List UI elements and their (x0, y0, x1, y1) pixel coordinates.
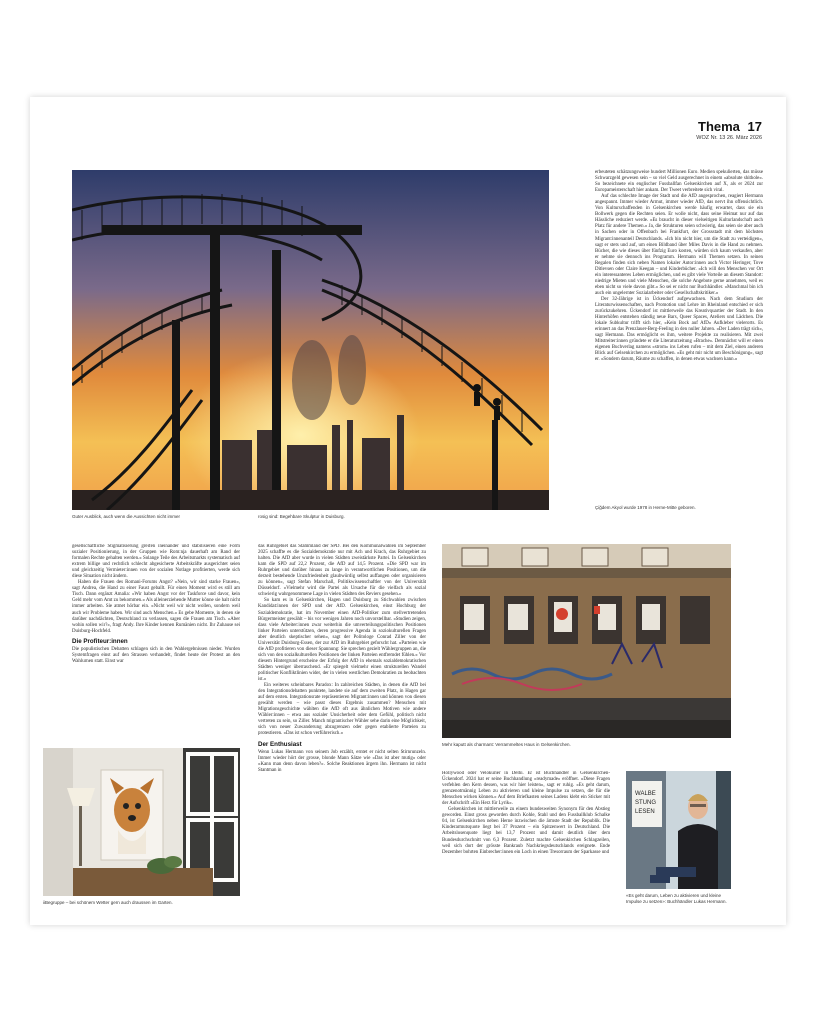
shop-sign-line-2: STUNG (635, 800, 656, 806)
boarded-house-photo (442, 544, 731, 738)
bookseller-photo (626, 771, 731, 889)
house-caption: Mehr kaputt als charmant: Verrammeltes Haus in Gelsenkirchen. (442, 742, 571, 747)
dog-portrait-photo (43, 748, 240, 896)
paragraph: Ein weiteres scheinbares Paradox: In zahlreichen Städten, in denen die AfD bei den Integrationsdebatten punktete, landete sie auf dem zweiten Platz, in Hagen gar auf dem ersten. Integrationsrate repräsentieren Migrant:innen und können von diesen gewählt werden – wie passt dieses Ergebnis zusammen? Menschen mit Migrationsgeschichte wählten die AfD oft aus ähnlichen Motiven wie andere Wähler:innen – etwa aus sozialer Unsicherheit oder dem Gefühl, politisch nicht vertreten zu sein, so Ziller. Manch migrantischer Wähler sehe darin eine Möglichkeit, sich von neuer Zuwanderung abzugrenzen oder gegen etablierte Parteien zu protestieren. «Das ist schon verführerisch.» (258, 683, 426, 737)
paragraph: Der 32-Jährige ist in Ückendorf aufgewachsen. Nach dem Studium der Literaturwissenschaften, nach Promotion und Lehre im Rheinland entschied er sich zurückzukehren. Ückendorf ist mittlerweile das Kreativquartier der Stadt. In den Hinterhöfen entstehen ständig neue Bars, Queer Spaces, Ateliers und Lädchen. Die lokale Subkultur trifft sich hier, «Kein Bock auf AfD» Aufkleber vielerorts. Es erinnert an das Prenzlauer-Berg-Feeling in den nuller Jahren. «Der Laden trägt sich», sagt Hermann. Das ermöglicht es ihm, weitere Projekte zu realisieren. Mit zwei Mitstreiter:innen gründete er die Literaturzeitung «Brache». Demnächst will er einen eigenen Buchverlag namens «strom» ins Leben rufen – mit dem Ziel, einen anderen Blick auf Gelsenkirchen zu ermöglichen. «Es geht mir nicht um Beschönigung», sagt er. «Sondern darum, Räume zu schaffen, in denen etwas wachsen kann.» (595, 296, 763, 363)
paragraph: gesellschaftliche Stigmatisierung greifen ineinander und stabilisieren eine Form sozialer Positionierung, in der Gruppen wie Rom:nja dauerhaft am Rand der formalen Rechte gehalten werden.» Solange Teile des Arbeitsmarkts systematisch auf extrem billige und rechtlich schlecht abgesicherte Arbeitskräfte ausgerichtet seien und gleichzeitig Vermieter:innen von der sozialen Notlage profitierten, werde sich diese Situation nicht ändern. (72, 544, 240, 580)
paragraph: Die populistischen Debatten schlagen sich in den Wahlergebnissen nieder. Wurden Systemfragen einst auf den Strassen verhandelt, findet heute der Protest an den Wahlurnen statt. Einst war (72, 646, 240, 664)
text-column-top-right (595, 170, 763, 364)
paragraph: Hollywood oder Velokurier in Delhi. Er ist Buchhändler in Gelsenkirchen-Ückendorf. 2024 hat er seine Buchhandlung «readymade» eröffnet. «Diese Fragen verfehlen den Kern dessen, was wir hier leisten», sagt er ruhig. «Es geht darum, grenzenotmännig Leben zu aktivieren und kleine Impulse zu setzen, die für die Menschen wirken können.» Auf dem Briefkasten seines Ladens klebt ein Sticker mit der Aufschrift «Ein Herz für Lyrik». (442, 771, 610, 807)
section-name: Thema (698, 119, 740, 134)
shop-sign-line-1: WALBE (635, 791, 656, 797)
page-number: 17 (747, 119, 762, 134)
author-note: Çiğdem Akyol wurde 1978 in Herne-Mitte geboren. (595, 505, 696, 510)
stairs-caption-right: rosig sind: Begehbare Skulptur in Duisburg. (258, 514, 345, 519)
issue-line: WOZ Nr. 13 26. März 2026 (696, 135, 762, 141)
paragraph: erbeuteten schätzungsweise hundert Millionen Euro. Medien spekulierten, das müsse Schwarzgeld gewesen sein – so viel Geld ausgerechnet in einem «absolute shithole». So bezeichnete ein englischer Fussballfan Gelsenkirchen auf X, als er 2024 zur Europameisterschaft hier ankam. Der Tweet verbreitete sich viral. (595, 170, 763, 194)
text-column-3 (442, 771, 610, 921)
bookseller-caption: «Es geht darum, Leben zu aktivieren und kleine Impulse zu setzen»: Buchhändler Lukas Hermann. (626, 893, 727, 904)
paragraph: Haben die Frauen des Romani-Forums Angst? «Nein, wir sind starke Frauen», sagt Andrea, die Hand zu einer Faust geballt. Für einen Moment wird es still am Tisch. Dann ergänzt Amalia: «Wir haben Angst vor der Taskforce und davor, kein Geld mehr vom Amt zu bekommen.» Als alleinerziehende Mutter könne sie halt nicht immer arbeiten. Sie atmet hörbar ein. «Nicht weil wir nicht wollen, sondern weil auch wir Probleme haben. Wir sind auch Menschen.» Es gebe Momente, in denen sie darüber nachdächten, Deutschland zu verlassen, sagen die Frauen am Tisch. «Aber wohin sollen wir?», fragt Andy. Ihre Kinder kennen Rumänien nicht. Ihr Zuhause sei Duisburg-Hochfeld. (72, 580, 240, 634)
stairs-sculpture-photo (72, 170, 549, 510)
dog-caption: iiBegruppe – bei schönem Wetter gern auch draussen im Garten. (43, 900, 173, 905)
section-header (698, 119, 762, 134)
stairs-caption-left: Guter Ausblick, auch wenn die Aussichten nicht immer (72, 514, 181, 519)
subheading-enthusiast: Der Enthusiast (258, 740, 302, 748)
text-column-2 (258, 544, 426, 914)
shop-sign-line-3: LESEN (635, 809, 655, 815)
paragraph: das Ruhrgebiet das Stammland der SPD. Bei den Kommunalwahlen im September 2025 schaffte es die Sozialdemokratie nur mit Ach und Krach, das Ruhrgebiet zu halten. Die AfD aber wurde in vielen Städten zweistärkste Partei. In Gelsenkirchen kam die SPD auf 22,2 Prozent, die AfD auf 14,5 Prozent. «Die SPD war im Ruhrgebiet und darüber hinaus zu lange in verantwortlichen Positionen, um die derzeit bestehende Unzufriedenheit glaubwürdig selbst auffangen oder organisieren zu können», sagt Stefan Marschall, Politikwissenschaftler von der Universität Düsseldorf. «Vielmehr wird die Partei als Ursache für die vielfach als sozial schwierig wahrgenommene Lage in vielen Städten des Reviers gesehen.» (258, 544, 426, 598)
paragraph: Auf das schlechte Image der Stadt und die AfD angesprochen, reagiert Hermann angespannt. Immer wieder Armut, immer wieder AfD, das nervt ihn offensichtlich. Von Kulturschaffenden in Gelsenkirchen werde häufig erwartet, dass sie ein Bollwerk gegen die Rechten seien. Er wolle nicht, dass seine Heimat nur auf das Hässliche reduziert werde. «Es braucht in dieser vielseitigen Kulturlandschaft auch Platz für andere Themen.» Ja, die Strukturen seien schwierig, das seien sie aber auch in Sachen oder in Offenbach bei Frankfurt, der Grossstadt mit dem höchsten Migrant:innenanteil Deutschlands. «Ich bin nicht hier, um die Stadt zu verteidigen», sagt er stets und auf, um einen Bildband über Miles Davis in die Hand zu nehmen. Bücher, die wie dieses über fünfzig Euro kosten, würden sich kaum verkaufen, aber er nehme sie dennoch ins Programm. Hermann will Themen setzen. In seinen Regalen finden sich neben Namen lokaler Autor:innen auch Victor Heringer, Tove Ditlevsen oder Claire Keegan – und Kinderbücher. «Ich will den Menschen vor Ort ein interessanteres Leben ermöglichen, und es gibt viele Vorteile an diesem Standort: niedrige Mieten und viele Menschen, die solche Angebote gerne annehmen, weil es eben nicht so viele davon gibt.» So sei er nicht nur Buchhändler. «Manchmal bin ich auch ein ungelernter Sozialarbeiter oder Gesellschaftskritiker.» (595, 194, 763, 296)
paragraph: So kam es in Gelsenkirchen, Hagen und Duisburg zu Stichwahlen zwischen Kandidat:innen der SPD und der AfD. Gelsenkirchen, einst Hochburg der Sozialdemokratie, hat im November einen AfD-Politiker zum stellvertretenden Bürgermeister gewählt – bis vor wenigen Jahren noch unvorstellbar. «Studien zeigen, dass viele Arbeiter:innen zwar weiterhin die umverteilungspolitischen Positionen linker Parteien unterstützen, deren progressive Agenda in soziokulturellen Fragen aber deutlich skeptischer sehen», sagt der Politologe Conrad Ziller von der Universität Duisburg-Essen, der zur AfD im Ruhrgebiet geforscht hat. «Parteien wie die AfD profitieren von dieser Spannung: Sie sprechen gezielt Wählergruppen an, die sich von den sozialkulturellen Positionen der linken Parteien entfremdet fühlen.» Vor diesem Hintergrund erscheine der Erfolg der AfD in ehemals sozialdemokratischen Städten weniger überraschend. «Er spiegelt vielmehr einen strukturellen Wandel politischer Konfliktlinien wider, der in vielen westlichen Demokratien zu beobachten ist.» (258, 598, 426, 683)
text-column-1 (72, 544, 240, 744)
paragraph: Wenn Lukas Hermann von seinem Job erzählt, erntet er nicht selten Stirnrunzeln. Immer wieder hört der grosse, blonde Mann Sätze wie «Das ist aber mutig» oder «Kann man denn davon leben?». Solche Reaktionen ärgern ihn. Hermann ist nicht Stantman in (258, 749, 426, 773)
paragraph: Gelsenkirchen ist mittlerweile zu einem bundesweiten Synonym für den Abstieg geworden. Einst gross geworden durch Kohle, Stahl und den Fussballklub Schalke 04, ist Gelsenkirchen neben Herne inzwischen die ärmste Stadt der Republik. Die Kinderarmutsquote liegt bei 37 Prozent – ein Spitzenwert in Deutschland. Die Arbeitslosenquote liegt bei 13,7 Prozent und damit deutlich über dem Bundesdurchschnitt von 6,3 Prozent. Zuletzt machte Gelsenkirchen Schlagzeilen, weil sich dort der grösste Bankraub Nachkriegsdeutschlands ereignete. Ende Dezember bohrten Einbrecher:innen ein Loch in einen Tresorraum der Sparkasse und (442, 807, 610, 855)
subheading-profiteure: Die Profiteur:innen (72, 637, 128, 645)
newspaper-page (30, 97, 786, 925)
